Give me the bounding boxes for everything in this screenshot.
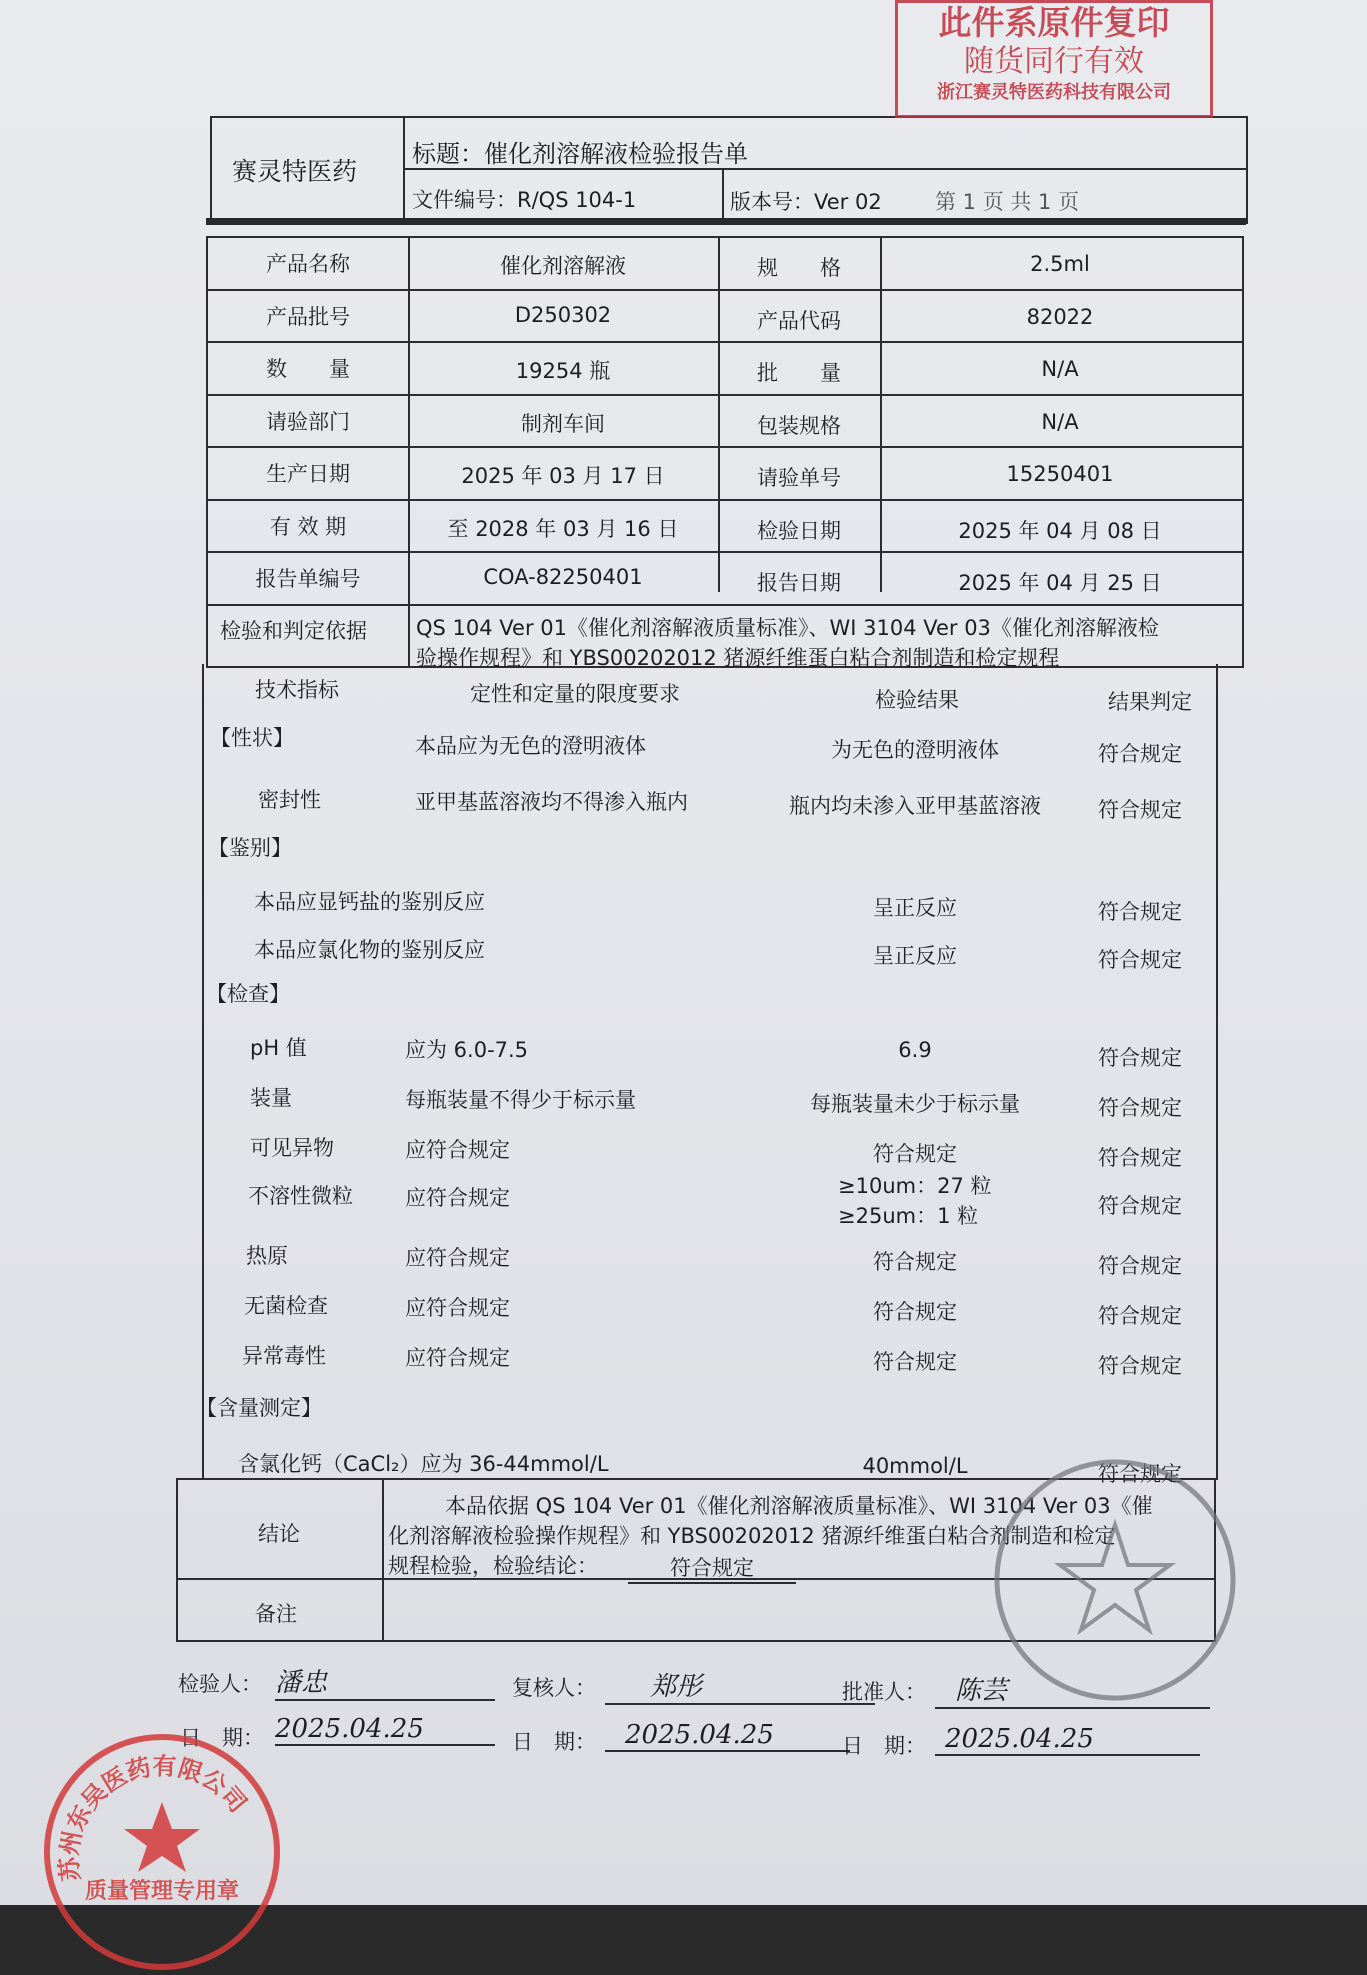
star-icon [124, 1802, 200, 1872]
test-judgement: 符合规定 [1098, 1254, 1182, 1278]
reviewer-label: 复核人： [512, 1676, 596, 1700]
test-item: 装量 [250, 1086, 292, 1110]
inspector-label: 检验人： [178, 1672, 262, 1696]
conclusion-label: 结论 [258, 1522, 300, 1546]
section-appearance: 【性状】 [210, 726, 294, 750]
basis-text-line2: 验操作规程》和 YBS00202012 猪源纤维蛋白粘合剂制造和检定规程 [416, 646, 1060, 670]
company-seal-stamp [985, 1455, 1245, 1705]
test-item: pH 值 [250, 1036, 307, 1060]
test-item: 含氯化钙（CaCl₂）应为 36-44mmol/L [238, 1452, 609, 1476]
info-label: 包装规格 [757, 413, 841, 438]
test-judgement: 符合规定 [1098, 1462, 1182, 1486]
test-item: 不溶性微粒 [248, 1184, 353, 1208]
info-value: 至 2028 年 03 月 16 日 [447, 516, 679, 541]
test-result: 瓶内均未渗入亚甲基蓝溶液 [789, 794, 1041, 818]
copy-stamp [895, 0, 1213, 118]
test-result: 符合规定 [873, 1350, 957, 1374]
test-result: 40mmol/L [862, 1454, 968, 1478]
info-value: N/A [1041, 357, 1079, 381]
test-item: 热原 [246, 1244, 288, 1268]
conclusion-line1: 本品依据 QS 104 Ver 01《催化剂溶解液质量标准》、WI 3104 Ver 03《催 [445, 1494, 1153, 1518]
test-judgement: 符合规定 [1098, 1046, 1182, 1070]
copy-stamp-line2: 随货同行有效 [964, 44, 1144, 79]
info-label: 请验部门 [266, 409, 350, 434]
col-header-result: 检验结果 [875, 688, 959, 712]
info-value: 2.5ml [1030, 252, 1090, 276]
info-label: 生产日期 [266, 462, 350, 486]
test-item: 本品应显钙盐的鉴别反应 [254, 890, 485, 914]
test-requirement: 应符合规定 [405, 1246, 510, 1270]
section-identification: 【鉴别】 [208, 836, 292, 860]
info-value: N/A [1041, 409, 1079, 434]
info-label: 规 格 [757, 256, 841, 280]
basis-text-line1: QS 104 Ver 01《催化剂溶解液质量标准》、WI 3104 Ver 03《催化剂溶解液检 [416, 616, 1159, 640]
info-label: 批 量 [757, 361, 841, 385]
test-judgement: 符合规定 [1098, 1146, 1182, 1170]
page-number: 第 1 页 共 1 页 [935, 190, 1080, 214]
conclusion-line2: 化剂溶解液检验操作规程》和 YBS00202012 猪源纤维蛋白粘合剂制造和检定 [388, 1524, 1116, 1548]
info-value: 19254 瓶 [515, 359, 611, 383]
test-result: ≥10um：27 粒 [838, 1174, 992, 1198]
date-label-1: 日 期： [180, 1726, 264, 1750]
test-item: 无菌检查 [244, 1294, 328, 1318]
info-label: 检验日期 [757, 518, 841, 543]
test-result: 6.9 [898, 1038, 932, 1062]
info-value: 催化剂溶解液 [500, 254, 626, 278]
approver-date: 2025.04.25 [935, 1724, 1200, 1756]
info-value: 2025 年 04 月 25 日 [958, 571, 1162, 595]
test-requirement: 每瓶装量不得少于标示量 [405, 1088, 636, 1112]
svg-text:苏州东吴医药有限公司: 苏州东吴医药有限公司 [54, 1752, 253, 1883]
reviewer-signature: 郑彤 [605, 1666, 875, 1705]
svg-text:质量管理专用章: 质量管理专用章 [84, 1879, 240, 1904]
test-judgement: 符合规定 [1098, 1194, 1182, 1218]
section-assay: 【含量测定】 [196, 1396, 322, 1420]
header-box [210, 116, 1248, 224]
info-label: 有 效 期 [269, 514, 347, 539]
col-header-judgement: 结果判定 [1108, 690, 1192, 714]
test-judgement: 符合规定 [1098, 742, 1182, 766]
test-judgement: 符合规定 [1098, 1354, 1182, 1378]
info-value: 82022 [1026, 304, 1094, 329]
info-label: 报告日期 [757, 571, 841, 595]
test-requirement: 应为 6.0-7.5 [405, 1038, 529, 1062]
col-header-item: 技术指标 [255, 678, 339, 702]
col-header-requirement: 定性和定量的限度要求 [470, 682, 680, 706]
test-requirement: 本品应为无色的澄明液体 [415, 734, 646, 758]
copy-stamp-line1: 此件系原件复印 [938, 3, 1170, 42]
info-label: 请验单号 [757, 466, 841, 490]
test-item: 可见异物 [250, 1136, 334, 1160]
approver-label: 批准人： [842, 1680, 926, 1704]
test-requirement: 应符合规定 [405, 1138, 510, 1162]
test-judgement: 符合规定 [1098, 798, 1182, 822]
section-checks: 【检查】 [206, 982, 290, 1006]
conclusion-line3: 规程检验，检验结论： [388, 1554, 598, 1578]
test-item: 本品应氯化物的鉴别反应 [254, 938, 485, 962]
approver-signature: 陈芸 [935, 1670, 1210, 1709]
test-item: 异常毒性 [242, 1344, 326, 1368]
info-label: 产品代码 [757, 308, 841, 333]
test-judgement: 符合规定 [1098, 948, 1182, 972]
test-result: ≥25um：1 粒 [838, 1204, 979, 1228]
basis-label: 检验和判定依据 [220, 619, 367, 643]
test-requirement: 应符合规定 [405, 1296, 510, 1320]
qc-seal-stamp [40, 1730, 285, 1975]
info-label: 报告单编号 [255, 567, 361, 591]
info-label: 产品批号 [266, 304, 350, 329]
inspector-signature: 潘忠 [275, 1662, 495, 1701]
test-judgement: 符合规定 [1098, 900, 1182, 924]
test-result: 呈正反应 [873, 944, 957, 968]
info-value: COA-82250401 [483, 565, 643, 589]
star-icon [1060, 1525, 1170, 1630]
test-item: 密封性 [258, 788, 321, 812]
test-result: 每瓶装量未少于标示量 [810, 1092, 1020, 1116]
report-title: 标题：催化剂溶解液检验报告单 [412, 140, 748, 168]
test-requirement: 亚甲基蓝溶液均不得渗入瓶内 [415, 790, 688, 814]
document-number: 文件编号：R/QS 104-1 [412, 188, 637, 212]
info-value: D250302 [514, 302, 612, 327]
version-number: 版本号：Ver 02 [730, 190, 882, 214]
test-requirement: 应符合规定 [405, 1346, 510, 1370]
info-label: 数 量 [266, 357, 350, 381]
test-result: 符合规定 [873, 1300, 957, 1324]
test-requirement: 应符合规定 [405, 1186, 510, 1210]
test-result: 为无色的澄明液体 [831, 738, 999, 762]
test-result: 符合规定 [873, 1142, 957, 1166]
info-value: 2025 年 03 月 17 日 [461, 464, 665, 488]
date-label-3: 日 期： [842, 1734, 926, 1758]
info-value: 15250401 [1006, 462, 1114, 486]
conclusion-result: 符合规定 [628, 1552, 796, 1584]
test-result: 呈正反应 [873, 896, 957, 920]
notes-label: 备注 [255, 1602, 297, 1626]
date-label-2: 日 期： [512, 1730, 596, 1754]
inspector-date: 2025.04.25 [275, 1714, 495, 1746]
test-judgement: 符合规定 [1098, 1304, 1182, 1328]
company-name: 赛灵特医药 [232, 157, 358, 186]
reviewer-date: 2025.04.25 [605, 1720, 850, 1752]
test-judgement: 符合规定 [1098, 1096, 1182, 1120]
test-result: 符合规定 [873, 1250, 957, 1274]
copy-stamp-line3: 浙江赛灵特医药科技有限公司 [937, 82, 1171, 103]
info-value: 制剂车间 [521, 411, 605, 436]
info-value: 2025 年 04 月 08 日 [958, 518, 1162, 543]
info-label: 产品名称 [266, 252, 350, 276]
